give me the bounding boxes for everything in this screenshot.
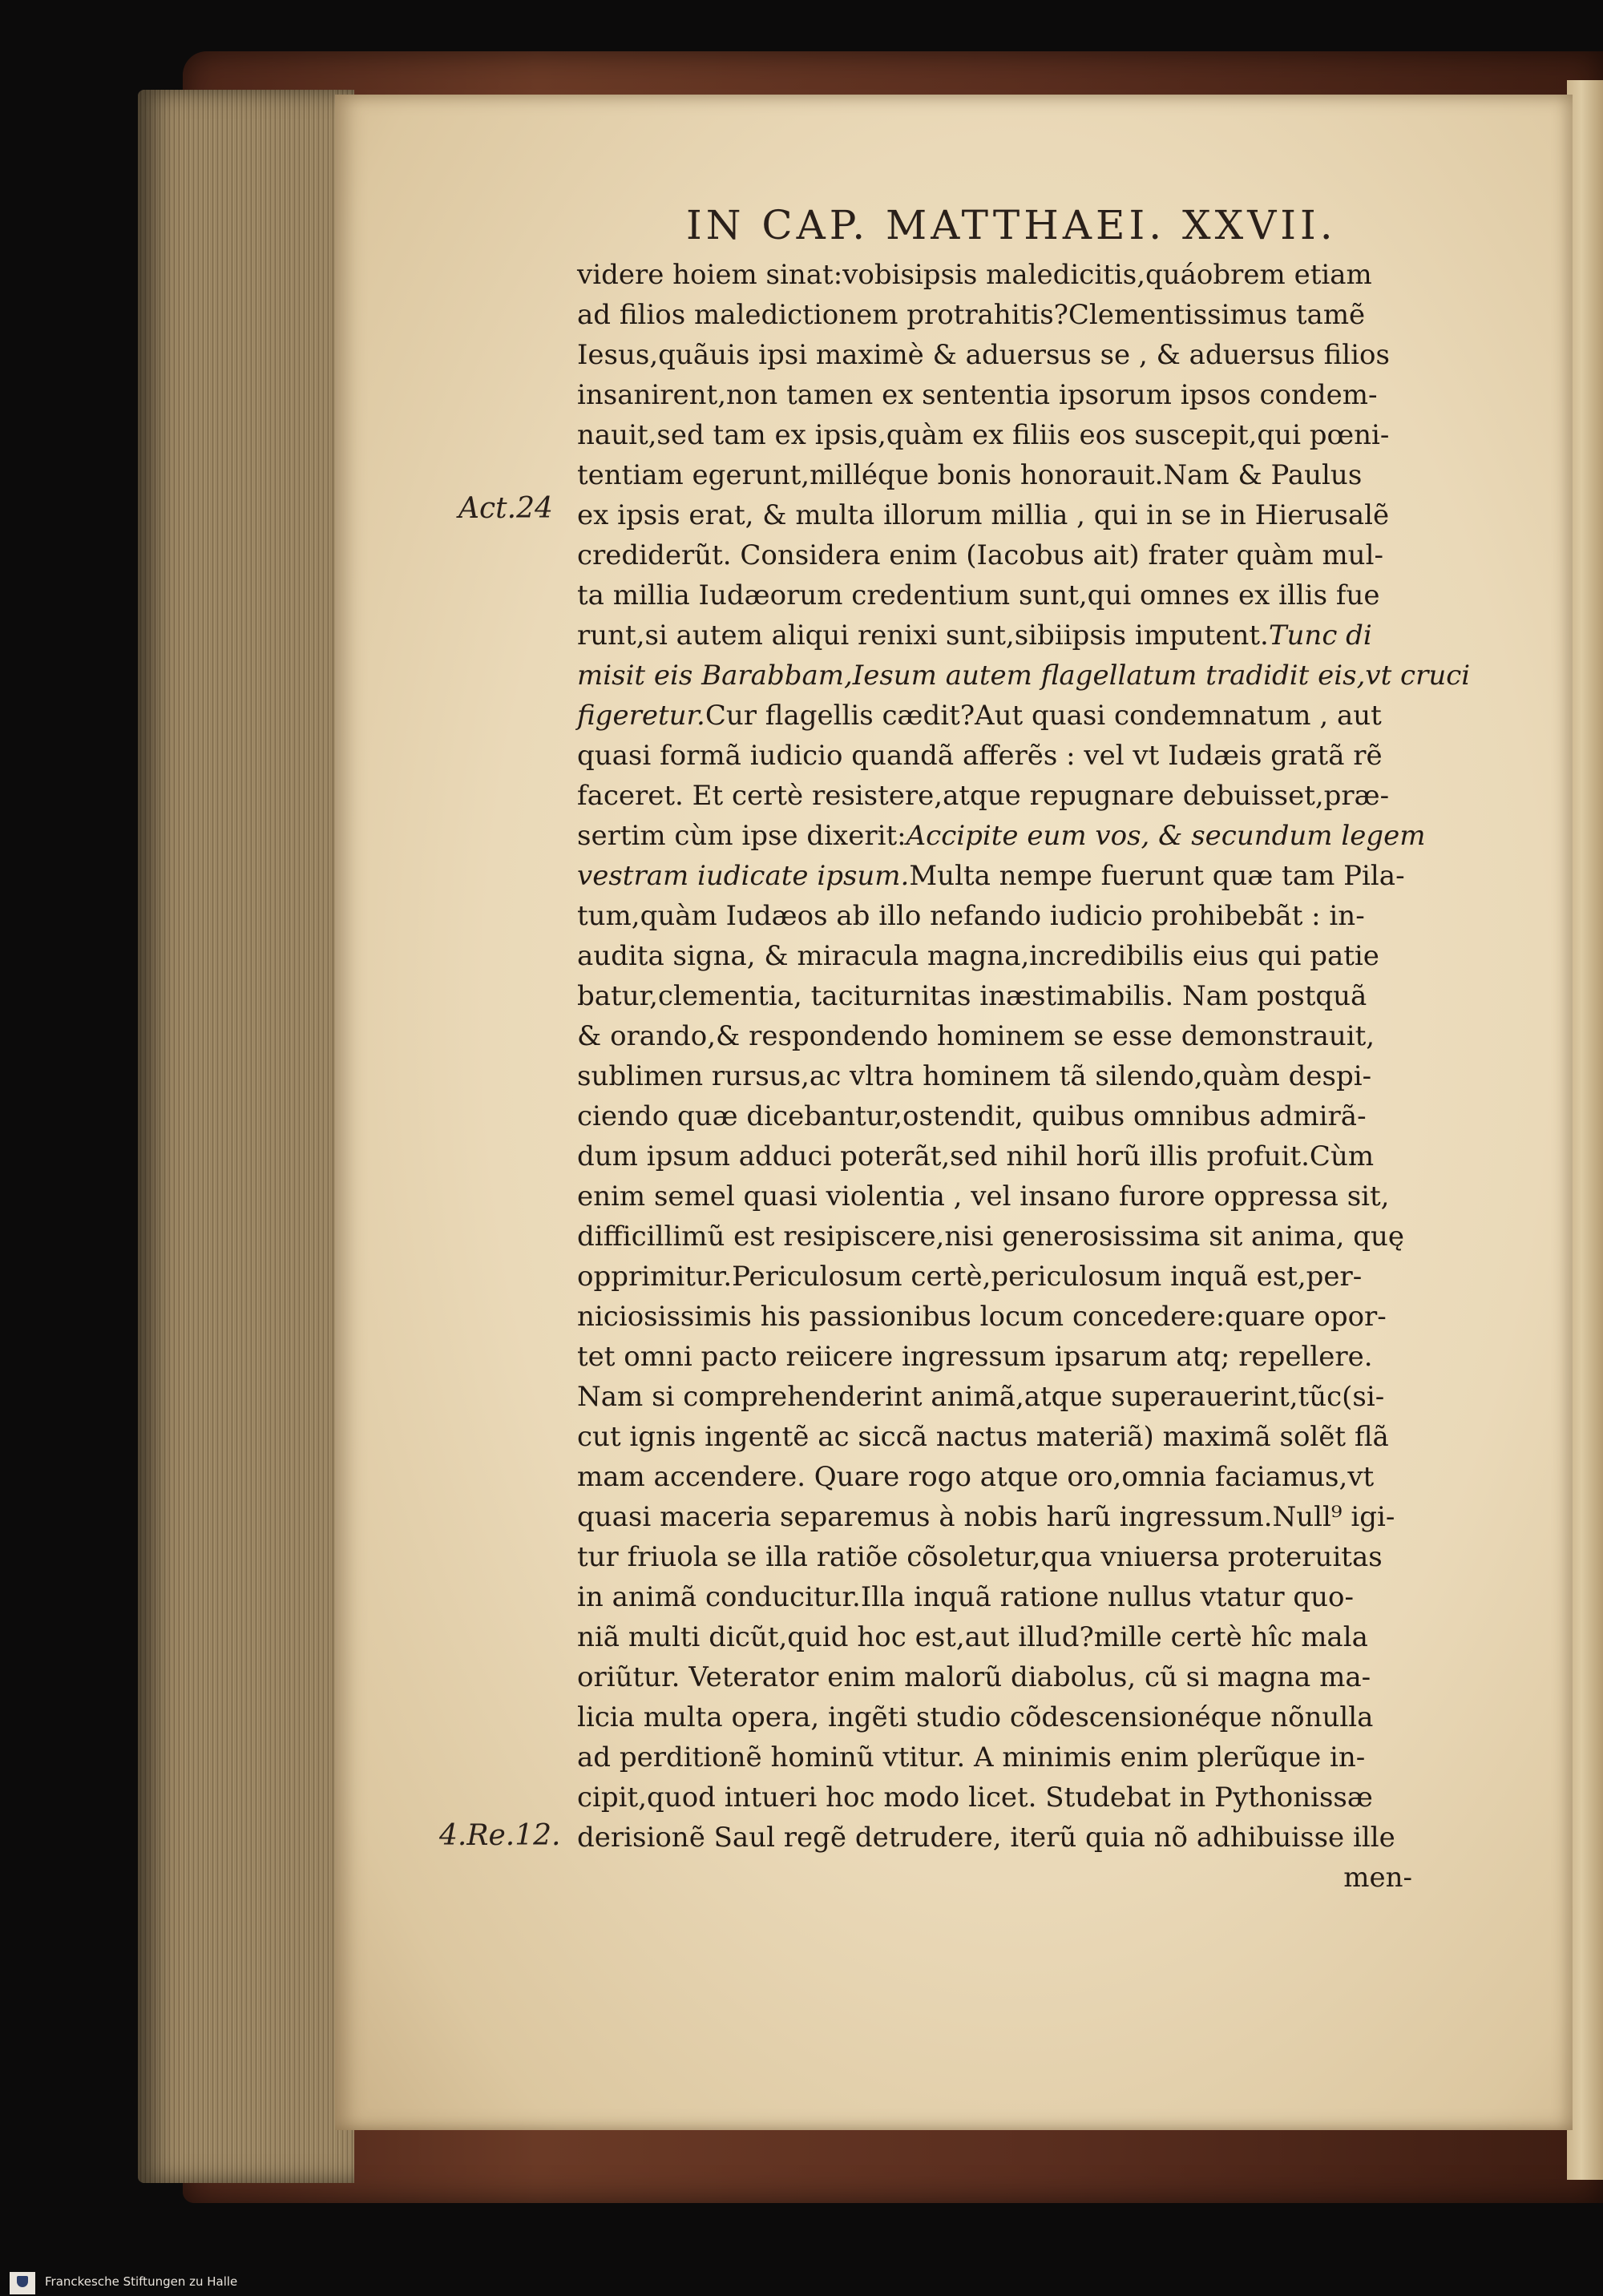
text-line (577, 896, 1435, 936)
text-line (577, 776, 1435, 816)
roman-text: tet omni pacto reiicere ingressum ipsarum atq; repellere. (577, 1341, 1373, 1373)
roman-text: Nam si comprehenderint animã,atque superauerint,tũc(si- (577, 1381, 1385, 1413)
roman-text: niciosissimis his passionibus locum concedere:quare opor- (577, 1301, 1387, 1333)
text-line (577, 295, 1435, 335)
text-line (577, 1818, 1435, 1858)
roman-text: dum ipsum adduci poterãt,sed nihil horũ illis profuit.Cùm (577, 1140, 1375, 1172)
institution-logo-icon (10, 2272, 35, 2294)
text-line (577, 1297, 1435, 1337)
text-line (577, 415, 1435, 455)
text-line (577, 816, 1435, 856)
italic-text: misit eis Barabbam,Iesum autem flagellatum tradidit eis,vt cruci (577, 660, 1471, 692)
text-line (577, 1016, 1435, 1056)
roman-text: sertim cùm ipse dixerit: (577, 820, 906, 852)
text-lines (577, 255, 1471, 1858)
roman-text: ad perditionẽ hominũ vtitur. A minimis enim plerũque in- (577, 1741, 1366, 1773)
running-head: IN CAP. MATTHAEI. XXVII. (686, 202, 1337, 248)
text-line (577, 1497, 1435, 1537)
roman-text: quasi maceria separemus à nobis harũ ingressum.Null⁹ igi- (577, 1501, 1395, 1533)
roman-text: & orando,& respondendo hominem se esse demonstrauit, (577, 1020, 1375, 1052)
text-line (577, 1056, 1435, 1096)
text-line (577, 976, 1435, 1016)
roman-text: sublimen rursus,ac vltra hominem tã silendo,quàm despi- (577, 1060, 1372, 1092)
roman-text: cipit,quod intueri hoc modo licet. Studebat in Pythonissæ (577, 1782, 1373, 1814)
roman-text: ciendo quæ dicebantur,ostendit, quibus omnibus admirã- (577, 1100, 1367, 1132)
text-line (577, 1737, 1435, 1777)
text-line (577, 615, 1435, 656)
text-line (577, 575, 1435, 615)
roman-text: faceret. Et certè resistere,atque repugnare debuisset,præ- (577, 780, 1390, 812)
text-line (577, 255, 1435, 295)
text-line (577, 335, 1435, 375)
roman-text: niã multi dicũt,quid hoc est,aut illud?mille certè hîc mala (577, 1621, 1368, 1653)
roman-text: tum,quàm Iudæos ab illo nefando iudicio prohibebãt : in- (577, 900, 1365, 932)
text-line (577, 1337, 1435, 1377)
margin-note-acts: Act.24 (458, 492, 553, 525)
catchword: men- (1343, 1862, 1412, 1894)
text-line (577, 1417, 1435, 1457)
roman-text: licia multa opera, ingẽti studio cõdescensionéque nõnulla (577, 1701, 1374, 1733)
roman-text: ad filios maledictionem protrahitis?Clementissimus tamẽ (577, 299, 1366, 331)
text-line (577, 375, 1435, 415)
italic-text: vestram iudicate ipsum. (577, 860, 910, 892)
text-line (577, 1176, 1435, 1217)
text-line (577, 856, 1435, 896)
text-line (577, 1537, 1435, 1577)
text-line (577, 1136, 1435, 1176)
text-line (577, 696, 1435, 736)
text-line (577, 455, 1435, 495)
roman-text: cut ignis ingentẽ ac siccã nactus materiã) maximã solẽt flã (577, 1421, 1389, 1453)
roman-text: runt,si autem aliqui renixi sunt,sibiipsis imputent. (577, 619, 1269, 652)
roman-text: tentiam egerunt,milléque bonis honorauit.Nam & Paulus (577, 459, 1363, 491)
roman-text: Cur flagellis cædit?Aut quasi condemnatum , aut (705, 700, 1382, 732)
text-line (577, 1577, 1435, 1617)
italic-text: figeretur. (577, 700, 705, 732)
roman-text: difficillimũ est resipiscere,nisi generosissima sit anima, quę (577, 1221, 1405, 1253)
text-line (577, 1457, 1435, 1497)
roman-text: insanirent,non tamen ex sententia ipsorum ipsos condem- (577, 379, 1378, 411)
roman-text: derisionẽ Saul regẽ detrudere, iterũ quia nõ adhibuisse ille (577, 1822, 1395, 1854)
roman-text: ex ipsis erat, & multa illorum millia , qui in se in Hierusalẽ (577, 499, 1390, 531)
roman-text: batur,clementia, taciturnitas inæstimabilis. Nam postquã (577, 980, 1367, 1012)
text-line (577, 1096, 1435, 1136)
margin-note-kings: 4.Re.12. (439, 1819, 561, 1852)
text-line (577, 1257, 1435, 1297)
roman-text: nauit,sed tam ex ipsis,quàm ex filiis eos suscepit,qui pœni- (577, 419, 1390, 451)
roman-text: Iesus,quãuis ipsi maximè & aduersus se , & aduersus filios (577, 339, 1390, 371)
text-line (577, 1697, 1435, 1737)
text-line (577, 736, 1435, 776)
text-line (577, 1377, 1435, 1417)
footer-bar (0, 2270, 1603, 2296)
roman-text: ta millia Iudæorum credentium sunt,qui omnes ex illis fue (577, 579, 1380, 611)
text-line (577, 656, 1471, 696)
roman-text: oriũtur. Veterator enim malorũ diabolus, cũ si magna ma- (577, 1661, 1371, 1693)
text-line (577, 1217, 1435, 1257)
text-line (577, 1657, 1435, 1697)
roman-text: opprimitur.Periculosum certè,periculosum inquã est,per- (577, 1261, 1363, 1293)
roman-text: tur friuola se illa ratiõe cõsoletur,qua vniuersa proteruitas (577, 1541, 1383, 1573)
italic-text: Tunc di (1268, 619, 1372, 652)
roman-text: crediderũt. Considera enim (Iacobus ait) frater quàm mul- (577, 539, 1383, 571)
roman-text: quasi formã iudicio quandã afferẽs : vel vt Iudæis gratã rẽ (577, 740, 1383, 772)
roman-text: Multa nempe fuerunt quæ tam Pila- (909, 860, 1405, 892)
roman-text: videre hoiem sinat:vobisipsis maledicitis,quáobrem etiam (577, 259, 1372, 291)
page-fore-edge (138, 90, 354, 2183)
text-line (577, 495, 1435, 535)
institution-name: Franckesche Stiftungen zu Halle (45, 2274, 238, 2289)
text-line (577, 1617, 1435, 1657)
text-line (577, 936, 1435, 976)
roman-text: in animã conducitur.Illa inquã ratione nullus vtatur quo- (577, 1581, 1355, 1613)
roman-text: enim semel quasi violentia , vel insano furore oppressa sit, (577, 1180, 1390, 1213)
italic-text: Accipite eum vos, & secundum legem (906, 820, 1426, 852)
body-text (577, 255, 1471, 2138)
text-line (577, 1777, 1435, 1818)
roman-text: mam accendere. Quare rogo atque oro,omnia faciamus,vt (577, 1461, 1375, 1493)
roman-text: audita signa, & miracula magna,incredibilis eius qui patie (577, 940, 1379, 972)
text-line (577, 535, 1435, 575)
